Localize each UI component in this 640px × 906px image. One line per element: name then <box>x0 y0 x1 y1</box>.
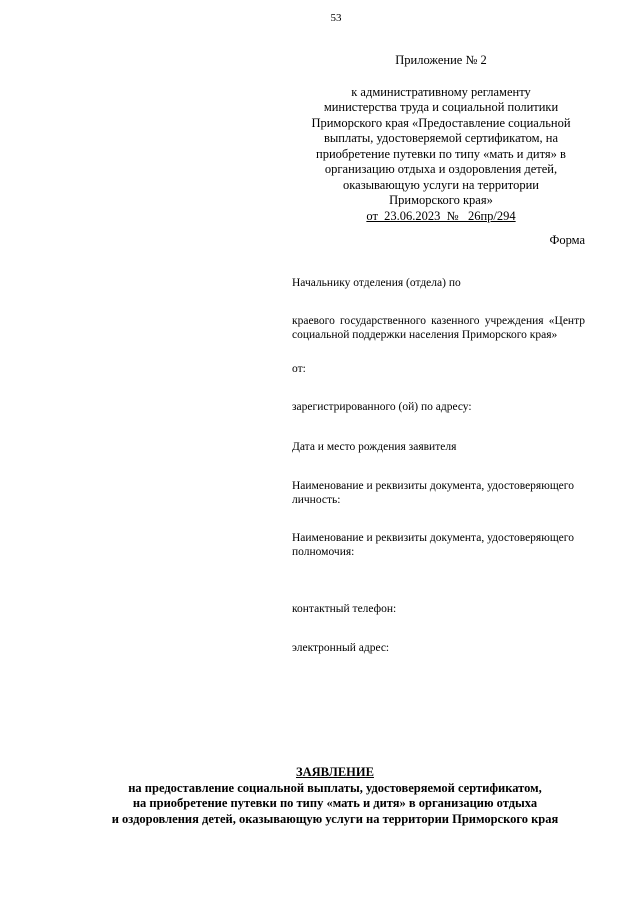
appendix-line: организацию отдыха и оздоровления детей, <box>324 162 558 176</box>
addressee-identity-document: Наименование и реквизиты документа, удостоверяющего личность: <box>292 480 574 506</box>
appendix-line: оказывающую услуги на территории <box>343 177 539 192</box>
statement-line: на предоставление социальной выплаты, удостоверяемой сертификатом, <box>128 780 542 795</box>
addressee-head: Начальнику отделения (отдела) по <box>292 277 461 289</box>
appendix-line: Приморского края «Предоставление социальной <box>311 115 571 130</box>
appendix-line: Приморского края» <box>389 193 493 207</box>
form-label: Форма <box>549 233 585 247</box>
addressee-registered-address: зарегистрированного (ой) по адресу: <box>292 401 472 413</box>
statement-heading: ЗАЯВЛЕНИЕ <box>296 765 374 779</box>
appendix-line: приобретение путевки по типу «мать и дитя» в <box>316 146 566 161</box>
appendix-line: к административному регламенту <box>351 84 531 99</box>
appendix-line: выплаты, удостоверяемой сертификатом, на <box>323 131 559 145</box>
addressee-email: электронный адрес: <box>292 642 390 654</box>
statement-block <box>40 765 630 827</box>
addressee-from: от: <box>292 363 306 375</box>
appendix-block <box>296 53 586 224</box>
appendix-line: министерства труда и социальной политики <box>323 100 559 114</box>
addressee-institution: краевого государственного казенного учреждения «Центр социальной поддержки населения Приморского края» <box>292 315 585 341</box>
statement-line: и оздоровления детей, оказывающую услуги на территории Приморского края <box>111 811 559 826</box>
page-number: 53 <box>330 12 342 24</box>
addressee-phone: контактный телефон: <box>292 603 397 615</box>
appendix-date-line: от 23.06.2023 № 26пр/294 <box>366 208 516 223</box>
appendix-title: Приложение № 2 <box>395 53 487 67</box>
addressee-authority-document: Наименование и реквизиты документа, удостоверяющего полномочия: <box>292 532 574 558</box>
addressee-birth-info: Дата и место рождения заявителя <box>292 441 457 453</box>
statement-line: на приобретение путевки по типу «мать и дитя» в организацию отдыха <box>132 796 538 810</box>
